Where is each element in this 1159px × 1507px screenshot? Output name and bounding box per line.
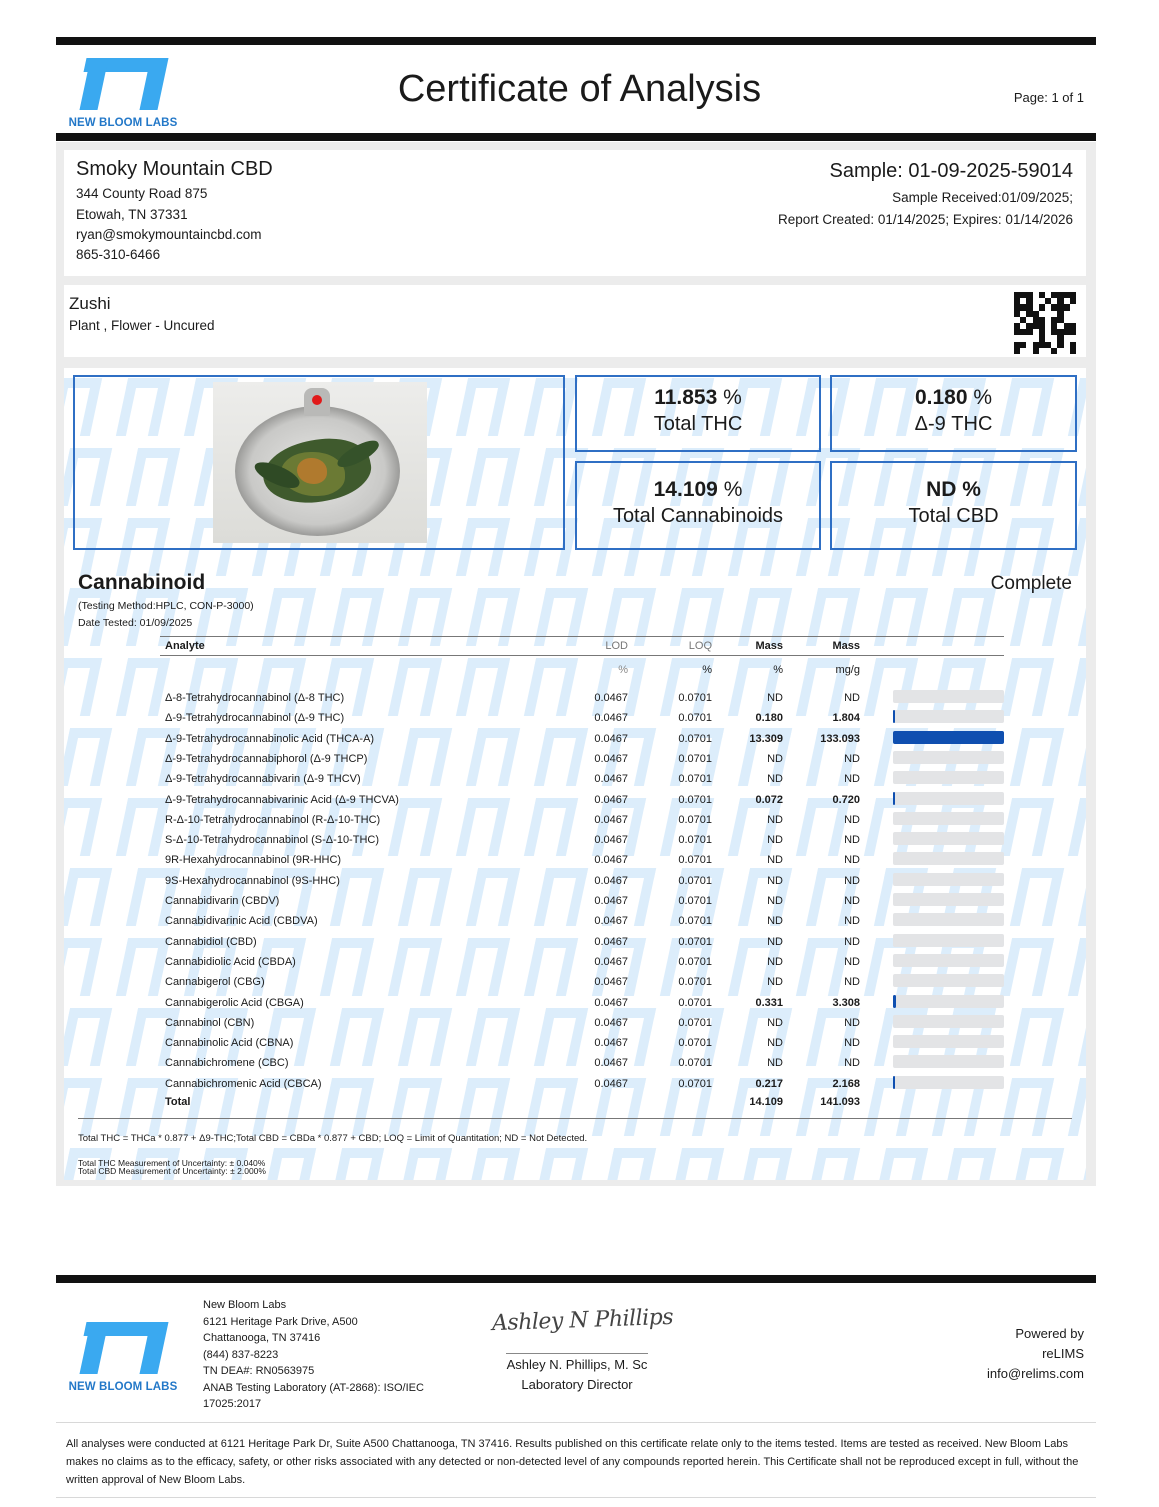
level-bar-fill bbox=[893, 731, 1004, 744]
watermark-mark bbox=[942, 588, 996, 646]
metric-total-cbd bbox=[830, 461, 1077, 550]
product-name: Zushi bbox=[69, 294, 111, 313]
analyte-name: Cannabidiolic Acid (CBDA) bbox=[165, 955, 296, 968]
dish-tab bbox=[304, 388, 330, 416]
analyte-lod: 0.0467 bbox=[594, 976, 628, 989]
analyte-loq: 0.0701 bbox=[678, 692, 712, 704]
analyte-loq: 0.0701 bbox=[678, 793, 712, 806]
analyte-mass-pct: ND bbox=[767, 813, 783, 826]
analyte-name: Cannabinol (CBN) bbox=[165, 1016, 255, 1029]
analyte-mass-mg: ND bbox=[844, 813, 860, 826]
analyte-loq: 0.0701 bbox=[678, 874, 712, 887]
analyte-lod: 0.0467 bbox=[594, 752, 628, 765]
analyte-mass-mg: ND bbox=[844, 1016, 860, 1029]
analyte-name: Cannabidivarinic Acid (CBDVA) bbox=[165, 915, 318, 928]
watermark-mark bbox=[466, 1148, 520, 1180]
level-bar-fill bbox=[893, 710, 895, 723]
signer-title: Laboratory Director bbox=[521, 1377, 633, 1392]
metric-d9-thc-value: 0.180 bbox=[914, 386, 968, 409]
analyte-lod: 0.0467 bbox=[594, 874, 628, 887]
analyte-mass-mg: ND bbox=[844, 976, 860, 989]
analyte-lod: 0.0467 bbox=[594, 895, 628, 907]
analyte-mass-pct: 0.180 bbox=[755, 712, 783, 725]
analyte-loq: 0.0701 bbox=[678, 915, 712, 928]
watermark-mark bbox=[738, 588, 792, 646]
watermark-mark bbox=[398, 588, 452, 646]
watermark-mark bbox=[194, 588, 248, 646]
analyte-name: Cannabichromenic Acid (CBCA) bbox=[165, 1077, 322, 1090]
metric-d9-thc-unit: % bbox=[967, 386, 993, 409]
lab-line: Chattanooga, TN 37416 bbox=[203, 1332, 321, 1344]
unit-mass-mg: mg/g bbox=[835, 664, 860, 676]
watermark-mark bbox=[330, 1148, 384, 1180]
analyte-lod: 0.0467 bbox=[594, 732, 628, 745]
header-analyte: Analyte bbox=[165, 640, 205, 652]
client-name: Smoky Mountain CBD bbox=[76, 158, 273, 180]
calculation-note: Total THC = THCa * 0.877 + Δ9-THC;Total CBD = CBDa * 0.877 + CBD; LOQ = Limit of Quantitation; ND = Not Detected. bbox=[78, 1133, 588, 1144]
qr-code[interactable] bbox=[1014, 292, 1076, 354]
page-title: Certificate of Analysis bbox=[397, 68, 762, 110]
watermark-mark bbox=[1010, 588, 1064, 646]
analyte-loq: 0.0701 bbox=[678, 712, 712, 725]
analyte-loq: 0.0701 bbox=[678, 813, 712, 826]
analyte-lod: 0.0467 bbox=[594, 996, 628, 1009]
analyte-mass-mg: ND bbox=[844, 773, 860, 786]
table-row bbox=[0, 692, 1159, 712]
analyte-lod: 0.0467 bbox=[594, 854, 628, 867]
analyte-mass-pct: ND bbox=[767, 976, 783, 989]
footer-lab-logo bbox=[68, 1322, 178, 1393]
analyte-name: Δ-9-Tetrahydrocannabinol (Δ-9 THC) bbox=[165, 712, 345, 725]
analyte-mass-pct: 0.331 bbox=[755, 996, 783, 1009]
watermark-mark bbox=[466, 588, 520, 646]
header-mass-pct: Mass bbox=[755, 640, 783, 652]
page-number: Page: 1 of 1 bbox=[1013, 90, 1084, 105]
table-row bbox=[0, 915, 1159, 935]
analyte-loq: 0.0701 bbox=[678, 773, 712, 786]
disclaimer: All analyses were conducted at 6121 Heritage Park Dr, Suite A500 Chattanooga, TN 37416. Results published on this certificate relate only to the items tested. Items are tested as received. New Bloom Labs makes no claims as to the efficacy, safety, or other risks associated with any detected or non-detected level of any compounds reported herein. This Certificate shall not be reproduced except in full, without the written approval of New Bloom Labs. bbox=[66, 1438, 1079, 1486]
analyte-name: Cannabidiol (CBD) bbox=[165, 935, 257, 948]
analyte-lod: 0.0467 bbox=[594, 793, 628, 806]
analyte-lod: 0.0467 bbox=[594, 773, 628, 786]
analyte-lod: 0.0467 bbox=[594, 1057, 628, 1070]
analyte-loq: 0.0701 bbox=[678, 976, 712, 989]
watermark-mark bbox=[942, 1148, 996, 1180]
table-row bbox=[0, 814, 1159, 834]
analyte-loq: 0.0701 bbox=[678, 1037, 712, 1050]
analyte-lod: 0.0467 bbox=[594, 1077, 628, 1090]
level-bar bbox=[893, 893, 1004, 906]
date-tested: Date Tested: 01/09/2025 bbox=[78, 617, 193, 629]
table-row bbox=[0, 712, 1159, 732]
table-row bbox=[0, 854, 1159, 874]
metric-total-thc bbox=[575, 375, 821, 452]
metric-total-thc-label: Total THC bbox=[653, 413, 743, 435]
analyte-mass-mg: 2.168 bbox=[832, 1077, 860, 1090]
watermark-mark bbox=[398, 1148, 452, 1180]
analyte-mass-mg: 1.804 bbox=[832, 712, 860, 725]
analyte-mass-mg: ND bbox=[844, 1037, 860, 1050]
analyte-mass-pct: ND bbox=[767, 752, 783, 765]
analyte-mass-pct: ND bbox=[767, 1016, 783, 1029]
watermark-mark bbox=[262, 588, 316, 646]
unit-lod: % bbox=[618, 664, 628, 676]
analyte-mass-pct: 0.217 bbox=[755, 1077, 783, 1090]
analyte-mass-pct: 0.072 bbox=[755, 793, 783, 806]
analyte-mass-pct: ND bbox=[767, 955, 783, 968]
powered-by: Powered by bbox=[1015, 1326, 1084, 1341]
footer-rule bbox=[56, 1275, 1096, 1283]
lab-line: 17025:2017 bbox=[203, 1398, 262, 1410]
client-phone: 865-310-6466 bbox=[76, 247, 161, 262]
unit-mass-pct: % bbox=[773, 664, 783, 676]
analyte-lod: 0.0467 bbox=[594, 935, 628, 948]
analyte-lod: 0.0467 bbox=[594, 955, 628, 968]
total-pct: 14.109 bbox=[749, 1096, 783, 1108]
header-lod: LOD bbox=[605, 640, 628, 652]
analyte-name: Δ-9-Tetrahydrocannabiphorol (Δ-9 THCP) bbox=[165, 752, 368, 765]
disclaimer-top-rule bbox=[56, 1422, 1096, 1423]
watermark-mark bbox=[1078, 588, 1086, 646]
watermark-mark bbox=[262, 1148, 316, 1180]
watermark-mark bbox=[602, 588, 656, 646]
analyte-name: Δ-9-Tetrahydrocannabivarin (Δ-9 THCV) bbox=[165, 773, 361, 786]
analyte-mass-mg: 0.720 bbox=[832, 793, 860, 806]
table-row bbox=[0, 1017, 1159, 1037]
analyte-loq: 0.0701 bbox=[678, 955, 712, 968]
sample-photo[interactable] bbox=[213, 382, 427, 543]
lab-line: ANAB Testing Laboratory (AT-2868): ISO/IEC bbox=[203, 1381, 424, 1394]
director-signature: Ashley N Phillips bbox=[491, 1304, 674, 1337]
watermark-mark bbox=[1078, 448, 1086, 506]
table-row bbox=[0, 794, 1159, 814]
analyte-mass-pct: ND bbox=[767, 874, 783, 887]
disclaimer-bottom-rule bbox=[56, 1497, 1096, 1498]
analyte-loq: 0.0701 bbox=[678, 1016, 712, 1029]
analyte-loq: 0.0701 bbox=[678, 996, 712, 1009]
level-bar bbox=[893, 852, 1004, 865]
level-bar bbox=[893, 913, 1004, 926]
table-row bbox=[0, 895, 1159, 915]
watermark-mark bbox=[874, 588, 928, 646]
analyte-mass-pct: ND bbox=[767, 773, 783, 786]
level-bar bbox=[893, 710, 1004, 723]
powered-by-name: reLIMS bbox=[1042, 1346, 1084, 1361]
level-bar bbox=[893, 1035, 1004, 1048]
level-bar-fill bbox=[893, 1076, 895, 1089]
metric-total-cbd-label: Total CBD bbox=[908, 505, 999, 527]
table-row bbox=[0, 976, 1159, 996]
watermark-mark bbox=[330, 588, 384, 646]
table-header-rule bbox=[160, 655, 1004, 656]
analyte-loq: 0.0701 bbox=[678, 752, 712, 765]
metric-total-thc-value: 11.853 bbox=[654, 386, 718, 409]
lab-contact bbox=[203, 1297, 424, 1413]
header-mass-mg: Mass bbox=[832, 640, 860, 652]
level-bar bbox=[893, 934, 1004, 947]
section-title: Cannabinoid bbox=[78, 571, 206, 594]
analyte-mass-pct: ND bbox=[767, 895, 783, 907]
level-bar bbox=[893, 751, 1004, 764]
table-row bbox=[0, 753, 1159, 773]
level-bar bbox=[893, 690, 1004, 703]
lab-line: (844) 837-8223 bbox=[203, 1348, 279, 1361]
analyte-mass-pct: ND bbox=[767, 1037, 783, 1050]
analyte-loq: 0.0701 bbox=[678, 834, 712, 847]
analyte-name: Δ-9-Tetrahydrocannabivarinic Acid (Δ-9 THCVA) bbox=[165, 793, 399, 806]
metric-total-cannabinoids-unit: % bbox=[717, 478, 743, 501]
uncertainty-cbd: Total CBD Measurement of Uncertainty: ± 2.000% bbox=[78, 1166, 266, 1176]
table-row bbox=[0, 773, 1159, 793]
analyte-name: Cannabidivarin (CBDV) bbox=[165, 895, 280, 907]
client-address1: 344 County Road 875 bbox=[76, 186, 208, 201]
level-bar bbox=[893, 873, 1004, 886]
analyte-mass-pct: ND bbox=[767, 915, 783, 928]
analyte-mass-pct: ND bbox=[767, 692, 783, 704]
analyte-name: 9S-Hexahydrocannabinol (9S-HHC) bbox=[165, 874, 340, 887]
watermark-mark bbox=[738, 1148, 792, 1180]
report-dates: Report Created: 01/14/2025; Expires: 01/14/2026 bbox=[778, 212, 1073, 227]
analyte-mass-mg: ND bbox=[844, 692, 860, 704]
metric-d9-thc bbox=[830, 375, 1077, 452]
unit-loq: % bbox=[702, 664, 712, 676]
watermark-mark bbox=[806, 1148, 860, 1180]
analyte-name: Cannabigerolic Acid (CBGA) bbox=[165, 996, 304, 1009]
analyte-loq: 0.0701 bbox=[678, 1077, 712, 1090]
lab-logo-text: NEW BLOOM LABS bbox=[68, 117, 178, 129]
metric-d9-thc-label: Δ-9 THC bbox=[914, 413, 993, 435]
watermark-mark bbox=[874, 1148, 928, 1180]
analyte-lod: 0.0467 bbox=[594, 1016, 628, 1029]
table-top-rule bbox=[160, 636, 1004, 637]
analyte-mass-pct: ND bbox=[767, 1057, 783, 1070]
analyte-name: Cannabichromene (CBC) bbox=[165, 1057, 289, 1070]
level-bar-fill bbox=[893, 995, 896, 1008]
analyte-mass-mg: ND bbox=[844, 874, 860, 887]
analyte-mass-mg: ND bbox=[844, 895, 860, 907]
table-total-row bbox=[0, 1096, 1159, 1116]
header-loq: LOQ bbox=[688, 640, 712, 652]
footer-lab-logo-text: NEW BLOOM LABS bbox=[68, 1381, 178, 1393]
level-bar bbox=[893, 792, 1004, 805]
watermark-mark bbox=[670, 588, 724, 646]
analyte-lod: 0.0467 bbox=[594, 813, 628, 826]
table-row bbox=[0, 1078, 1159, 1098]
table-row bbox=[0, 956, 1159, 976]
total-label: Total bbox=[165, 1096, 191, 1108]
total-mg: 141.093 bbox=[820, 1096, 860, 1108]
header-rule bbox=[56, 133, 1096, 141]
table-row bbox=[0, 1057, 1159, 1077]
signer-name: Ashley N. Phillips, M. Sc bbox=[506, 1357, 648, 1372]
product-type: Plant , Flower - Uncured bbox=[69, 318, 215, 333]
analyte-mass-mg: ND bbox=[844, 955, 860, 968]
qr-cell bbox=[1070, 348, 1076, 354]
level-bar bbox=[893, 1076, 1004, 1089]
metric-total-cannabinoids bbox=[575, 461, 821, 550]
section-status: Complete bbox=[990, 573, 1072, 594]
testing-method: (Testing Method:HPLC, CON-P-3000) bbox=[78, 600, 254, 612]
table-bottom-rule bbox=[78, 1118, 1072, 1119]
analyte-loq: 0.0701 bbox=[678, 732, 712, 745]
sample-received: Sample Received:01/09/2025; bbox=[892, 190, 1073, 205]
level-bar bbox=[893, 954, 1004, 967]
top-rule bbox=[56, 37, 1096, 45]
client-email: ryan@smokymountaincbd.com bbox=[76, 227, 262, 242]
analyte-loq: 0.0701 bbox=[678, 1057, 712, 1070]
analyte-mass-pct: 13.309 bbox=[749, 732, 783, 745]
analyte-mass-mg: ND bbox=[844, 752, 860, 765]
uncertainty-thc: Total THC Measurement of Uncertainty: ± 0.040% bbox=[78, 1158, 266, 1168]
level-bar bbox=[893, 974, 1004, 987]
analyte-mass-pct: ND bbox=[767, 834, 783, 847]
level-bar-fill bbox=[893, 792, 895, 805]
analyte-lod: 0.0467 bbox=[594, 834, 628, 847]
watermark-mark bbox=[602, 1148, 656, 1180]
table-row bbox=[0, 834, 1159, 854]
table-row bbox=[0, 1037, 1159, 1057]
level-bar bbox=[893, 995, 1004, 1008]
analyte-mass-mg: 3.308 bbox=[832, 996, 860, 1009]
analyte-lod: 0.0467 bbox=[594, 712, 628, 725]
level-bar bbox=[893, 1055, 1004, 1068]
sample-dish bbox=[235, 406, 400, 536]
signature-line bbox=[506, 1353, 648, 1354]
analyte-mass-mg: ND bbox=[844, 915, 860, 928]
level-bar bbox=[893, 812, 1004, 825]
watermark-mark bbox=[806, 588, 860, 646]
lab-line: New Bloom Labs bbox=[203, 1299, 287, 1311]
watermark-mark bbox=[534, 588, 588, 646]
table-row bbox=[0, 997, 1159, 1017]
support-email[interactable]: info@relims.com bbox=[987, 1366, 1084, 1381]
analyte-lod: 0.0467 bbox=[594, 915, 628, 928]
sample-id: Sample: 01-09-2025-59014 bbox=[829, 160, 1073, 182]
watermark-mark bbox=[534, 1148, 588, 1180]
watermark-mark bbox=[670, 1148, 724, 1180]
analyte-loq: 0.0701 bbox=[678, 895, 712, 907]
analyte-loq: 0.0701 bbox=[678, 854, 712, 867]
analyte-name: Cannabinolic Acid (CBNA) bbox=[165, 1037, 294, 1050]
metric-total-cannabinoids-value: 14.109 bbox=[653, 478, 718, 501]
watermark-mark bbox=[1010, 1148, 1064, 1180]
analyte-name: R-Δ-10-Tetrahydrocannabinol (R-Δ-10-THC) bbox=[165, 813, 381, 826]
analyte-lod: 0.0467 bbox=[594, 1037, 628, 1050]
level-bar bbox=[893, 731, 1004, 744]
analyte-lod: 0.0467 bbox=[594, 692, 628, 704]
analyte-name: Cannabigerol (CBG) bbox=[165, 976, 265, 989]
metric-total-cbd-unit: % bbox=[956, 478, 981, 501]
product-card bbox=[64, 285, 1086, 357]
analyte-loq: 0.0701 bbox=[678, 935, 712, 948]
analyte-mass-mg: ND bbox=[844, 834, 860, 847]
table-row bbox=[0, 936, 1159, 956]
watermark-mark bbox=[1078, 1148, 1086, 1180]
client-address2: Etowah, TN 37331 bbox=[76, 207, 188, 222]
analyte-mass-pct: ND bbox=[767, 854, 783, 867]
analyte-mass-mg: 133.093 bbox=[820, 732, 860, 745]
metric-total-thc-unit: % bbox=[717, 386, 742, 409]
analyte-name: 9R-Hexahydrocannabinol (9R-HHC) bbox=[165, 854, 342, 867]
lab-line: TN DEA#: RN0563975 bbox=[203, 1365, 315, 1377]
analyte-mass-mg: ND bbox=[844, 854, 860, 867]
table-row bbox=[0, 875, 1159, 895]
level-bar bbox=[893, 832, 1004, 845]
analyte-name: Δ-9-Tetrahydrocannabinolic Acid (THCA-A) bbox=[165, 732, 375, 745]
analyte-name: Δ-8-Tetrahydrocannabinol (Δ-8 THC) bbox=[165, 692, 345, 704]
level-bar bbox=[893, 1015, 1004, 1028]
footer-lab-logo-mark bbox=[73, 1322, 173, 1374]
lab-line: 6121 Heritage Park Drive, A500 bbox=[203, 1315, 358, 1328]
table-row bbox=[0, 733, 1159, 753]
metric-total-cannabinoids-label: Total Cannabinoids bbox=[612, 505, 784, 527]
analyte-mass-mg: ND bbox=[844, 935, 860, 948]
analyte-mass-mg: ND bbox=[844, 1057, 860, 1070]
analyte-mass-pct: ND bbox=[767, 935, 783, 948]
analyte-name: S-Δ-10-Tetrahydrocannabinol (S-Δ-10-THC) bbox=[165, 834, 379, 847]
level-bar bbox=[893, 771, 1004, 784]
metric-total-cbd-value: ND bbox=[926, 478, 957, 501]
